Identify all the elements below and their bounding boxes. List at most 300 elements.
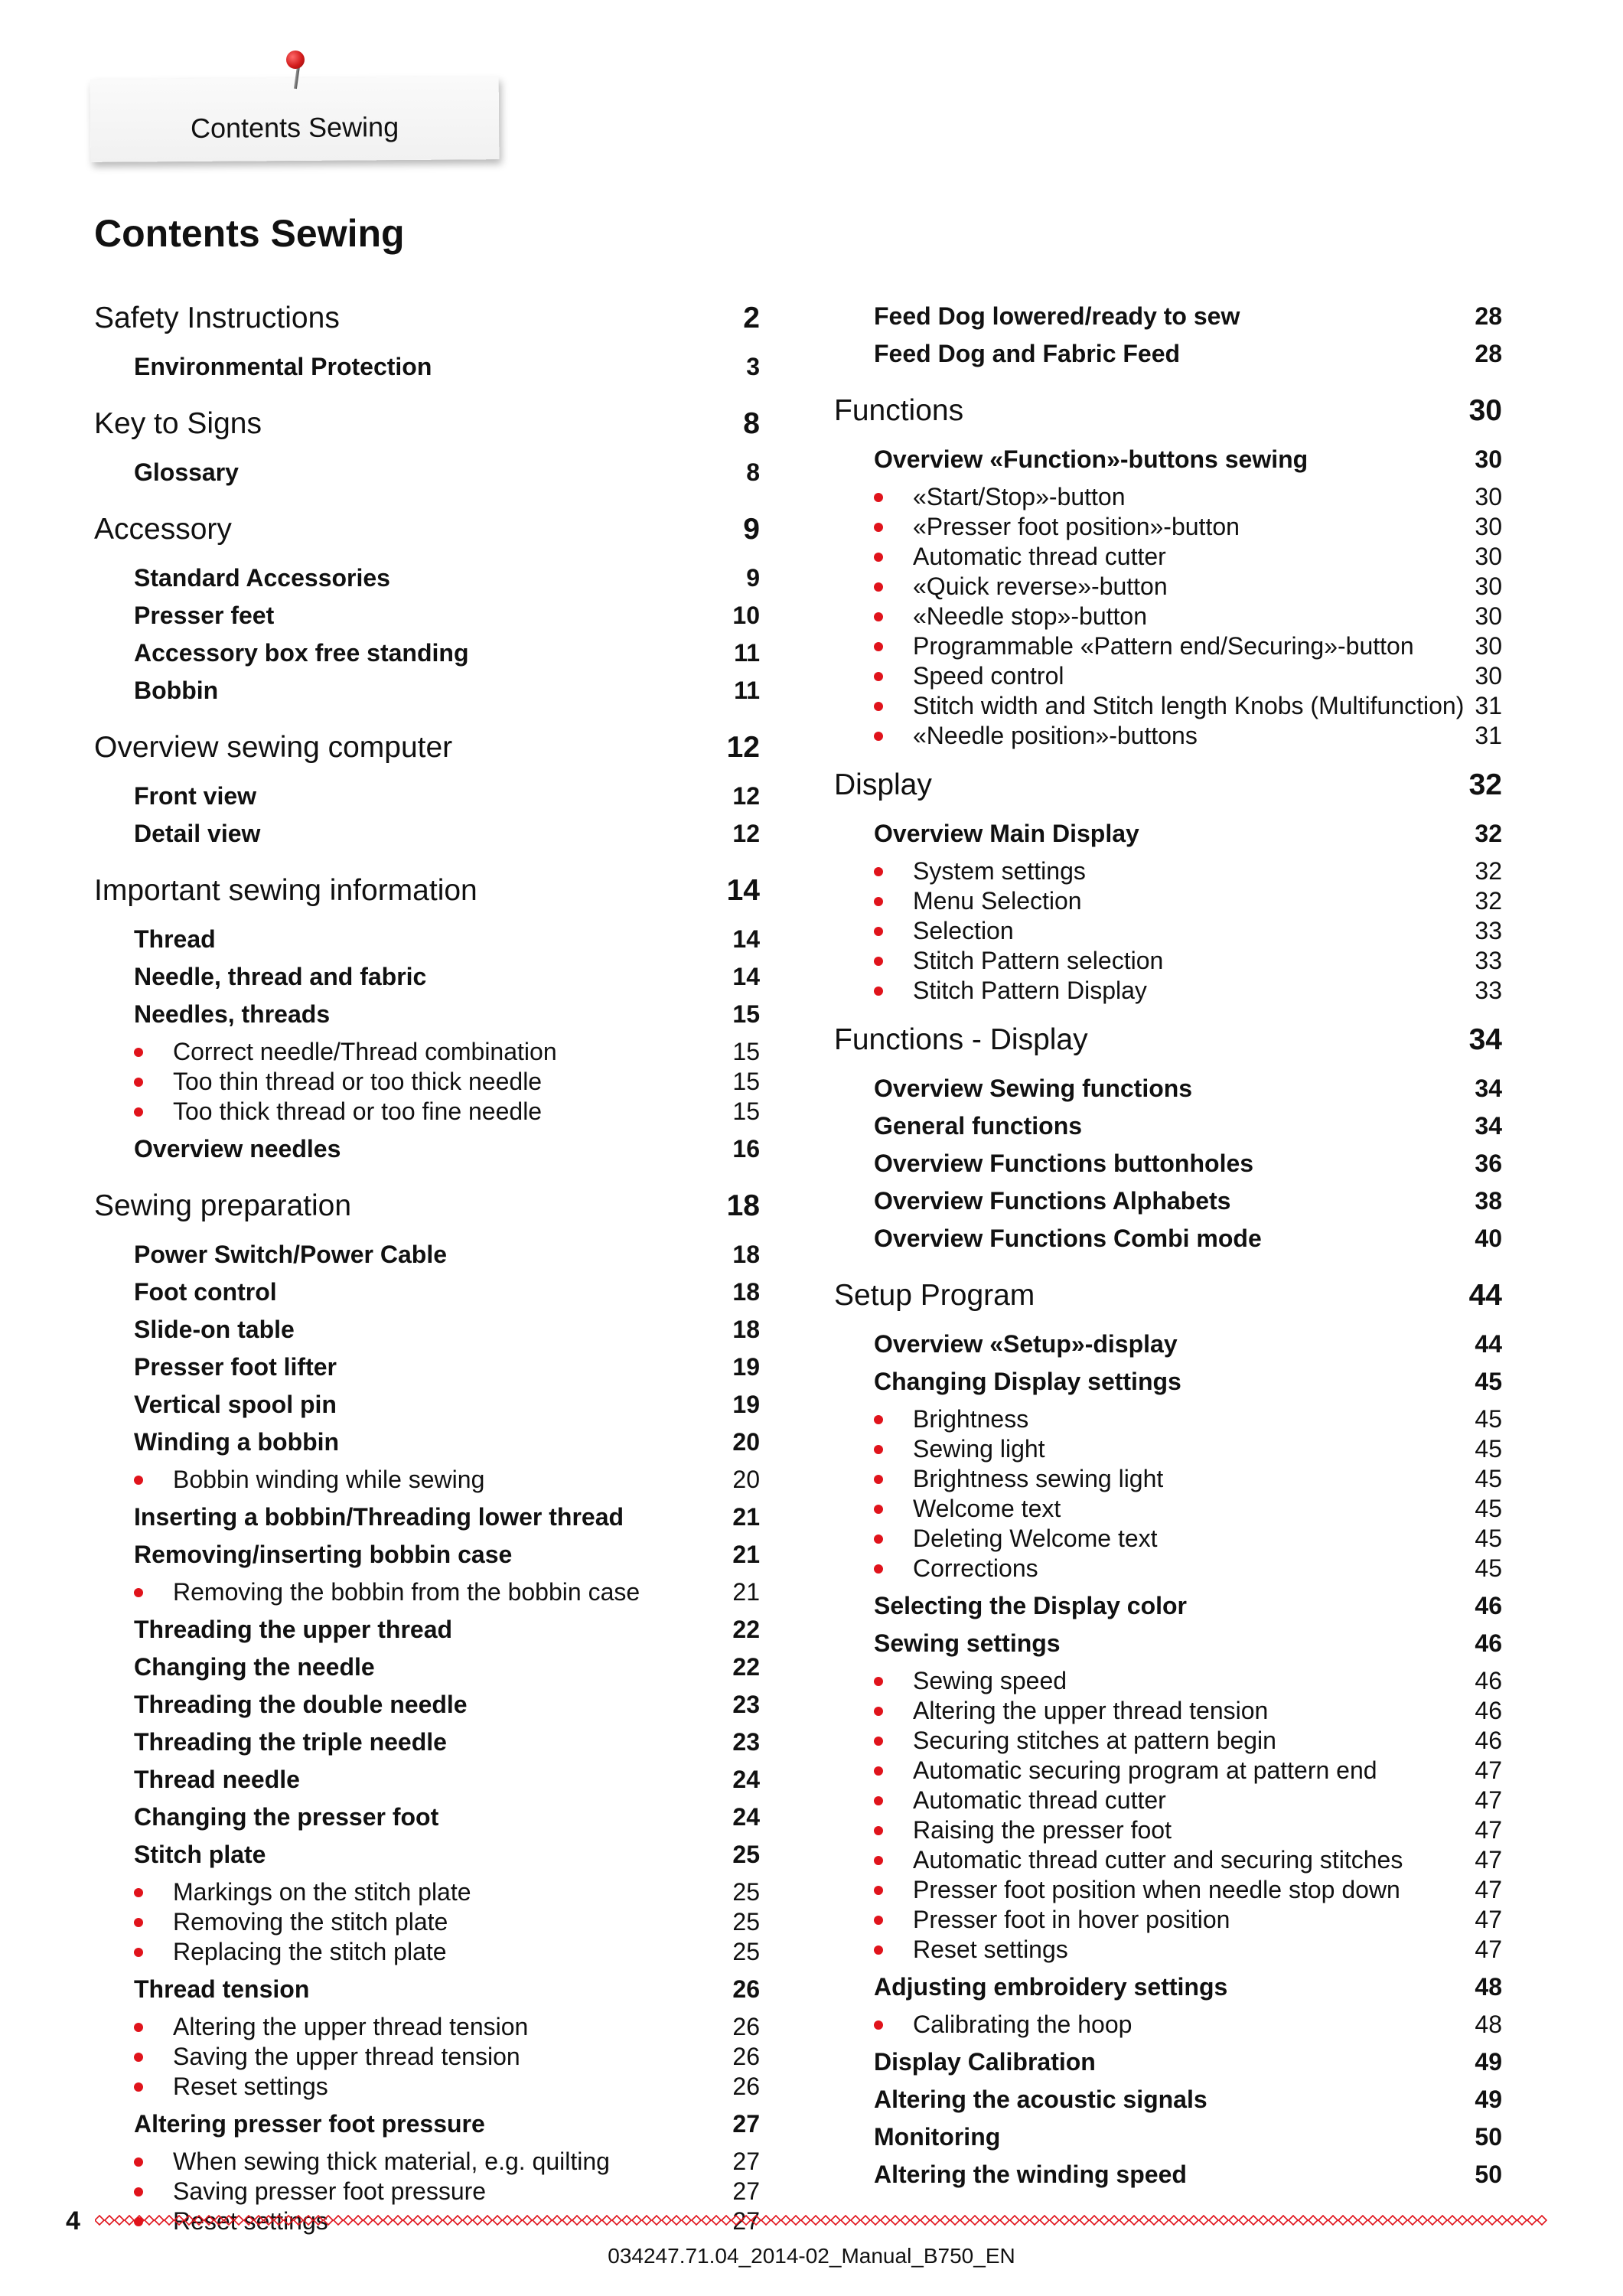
toc-entry-page: 46	[1475, 1592, 1502, 1619]
toc-entry-page: 27	[732, 2207, 760, 2235]
toc-entry-title: Automatic thread cutter	[913, 543, 1166, 570]
toc-subsection[interactable]	[94, 996, 760, 1032]
toc-entry-title: Threading the triple needle	[134, 1728, 447, 1756]
bullet-icon	[874, 1505, 883, 1514]
toc-subsection[interactable]	[834, 442, 1502, 477]
toc-subsection[interactable]	[834, 1108, 1502, 1143]
toc-entry-page: 22	[732, 1653, 760, 1681]
bullet-icon	[874, 1826, 883, 1835]
toc-entry-page: 46	[1475, 1667, 1502, 1694]
toc-entry-title: «Needle position»-buttons	[913, 722, 1198, 749]
toc-entry-title: Altering the upper thread tension	[913, 1697, 1269, 1724]
toc-entry-title: «Start/Stop»-button	[913, 483, 1126, 510]
toc-entry-page: 18	[726, 1189, 760, 1222]
toc-entry-title: «Quick reverse»-button	[913, 572, 1168, 600]
toc-entry-title: Setup Program	[834, 1279, 1035, 1312]
toc-subsection[interactable]	[94, 1274, 760, 1309]
toc-section[interactable]	[834, 393, 1502, 429]
toc-entry-page: 12	[732, 820, 760, 847]
toc-entry-title: Automatic thread cutter and securing stitches	[913, 1846, 1403, 1874]
toc-entry-title: Welcome text	[913, 1495, 1061, 1522]
toc-entry-page: 30	[1475, 543, 1502, 570]
bullet-icon	[874, 1475, 883, 1484]
toc-entry-title: Removing the stitch plate	[173, 1908, 448, 1936]
toc-entry-title: Slide-on table	[134, 1316, 295, 1343]
bullet-icon	[874, 957, 883, 966]
toc-section[interactable]	[834, 1022, 1502, 1058]
toc-entry-page: 18	[732, 1316, 760, 1343]
pin-icon	[286, 51, 305, 69]
toc-section[interactable]	[94, 512, 760, 547]
toc-subsection[interactable]	[834, 2044, 1502, 2079]
toc-entry-title: Markings on the stitch plate	[173, 1878, 471, 1906]
toc-entry-page: 21	[732, 1541, 760, 1568]
toc-entry-page: 33	[1475, 917, 1502, 944]
toc-entry-title: Inserting a bobbin/Threading lower thread	[134, 1503, 624, 1531]
header-tab-card	[90, 77, 500, 162]
toc-entry-title: Overview Functions Alphabets	[874, 1187, 1231, 1215]
toc-entry-page: 22	[732, 1616, 760, 1643]
toc-subsection[interactable]	[834, 336, 1502, 371]
toc-entry-page: 18	[732, 1241, 760, 1268]
toc-entry-title: Sewing settings	[874, 1629, 1061, 1657]
toc-entry-page: 25	[732, 1841, 760, 1868]
toc-entry-title: Stitch Pattern Display	[913, 977, 1147, 1004]
toc-entry-page: 14	[732, 963, 760, 990]
bullet-icon	[134, 1048, 143, 1057]
toc-entry-title: Corrections	[913, 1554, 1038, 1582]
toc-entry-title: Winding a bobbin	[134, 1428, 340, 1456]
bullet-icon	[874, 987, 883, 996]
toc-entry-title: Removing/inserting bobbin case	[134, 1541, 513, 1568]
toc-entry-title: Automatic thread cutter	[913, 1786, 1166, 1814]
toc-entry-page: 19	[732, 1391, 760, 1418]
toc-entry-page: 25	[732, 1938, 760, 1965]
toc-subsection[interactable]	[834, 1364, 1502, 1399]
toc-entry-title: Bobbin	[134, 677, 219, 704]
bullet-icon	[874, 1916, 883, 1925]
toc-entry-title: Sewing preparation	[94, 1189, 352, 1222]
bullet-icon	[874, 672, 883, 681]
toc-entry-page: 45	[1475, 1405, 1502, 1433]
toc-entry-page: 49	[1475, 2048, 1502, 2076]
toc-subsection[interactable]	[94, 1799, 760, 1835]
toc-entry-page: 27	[732, 2148, 760, 2175]
toc-entry-page: 14	[732, 925, 760, 953]
toc-entry-page: 36	[1475, 1150, 1502, 1177]
toc-entry-page: 32	[1475, 887, 1502, 915]
bullet-icon	[134, 1476, 143, 1485]
bullet-icon	[874, 867, 883, 876]
toc-entry-page: 46	[1475, 1629, 1502, 1657]
toc-entry-title: System settings	[913, 857, 1086, 885]
toc-entry-page: 32	[1468, 768, 1502, 801]
toc-subsection[interactable]	[94, 1724, 760, 1760]
toc-entry-page: 3	[746, 353, 760, 380]
toc-entry-page: 12	[732, 782, 760, 810]
document-id: 034247.71.04_2014-02_Manual_B750_EN	[608, 2244, 1015, 2268]
toc-entry-title: Selecting the Display color	[874, 1592, 1187, 1619]
toc-entry-title: Sewing speed	[913, 1667, 1067, 1694]
toc-entry-title: Stitch Pattern selection	[913, 947, 1164, 974]
toc-entry-page: 44	[1475, 1330, 1502, 1358]
toc-entry-title: Display	[834, 768, 932, 801]
bullet-icon	[874, 2020, 883, 2030]
bullet-icon	[874, 1856, 883, 1865]
bullet-icon	[874, 523, 883, 532]
toc-entry-title: Speed control	[913, 662, 1064, 690]
toc-subsection[interactable]	[834, 1326, 1502, 1362]
toc-entry-page: 30	[1475, 483, 1502, 510]
toc-entry-page: 24	[732, 1803, 760, 1831]
bullet-icon	[134, 2157, 143, 2167]
toc-subsection[interactable]	[94, 1649, 760, 1684]
toc-entry-page: 46	[1475, 1727, 1502, 1754]
toc-subsection[interactable]	[834, 298, 1502, 334]
toc-subsection[interactable]	[94, 921, 760, 957]
toc-entry-title: «Presser foot position»-button	[913, 513, 1240, 540]
toc-entry-title: Menu Selection	[913, 887, 1082, 915]
toc-subsection[interactable]	[94, 455, 760, 490]
bullet-icon	[134, 1948, 143, 1957]
toc-subsection[interactable]	[834, 1071, 1502, 1106]
toc-bullet-item[interactable]	[834, 1551, 1502, 1586]
toc-section[interactable]	[94, 406, 760, 442]
bullet-icon	[874, 1564, 883, 1574]
toc-entry-page: 50	[1475, 2161, 1502, 2188]
toc-subsection[interactable]	[94, 1612, 760, 1647]
bullet-icon	[134, 2082, 143, 2092]
toc-section[interactable]	[94, 730, 760, 765]
toc-entry-page: 47	[1475, 1816, 1502, 1844]
toc-entry-page: 47	[1475, 1846, 1502, 1874]
bullet-icon	[874, 1737, 883, 1746]
toc-bullet-item[interactable]	[834, 718, 1502, 753]
toc-entry-page: 9	[746, 564, 760, 592]
toc-entry-page: 48	[1475, 2011, 1502, 2038]
toc-entry-page: 34	[1475, 1075, 1502, 1102]
toc-entry-title: Foot control	[134, 1278, 277, 1306]
bullet-icon	[134, 2187, 143, 2197]
bullet-icon	[134, 1078, 143, 1087]
toc-entry-page: 8	[743, 407, 760, 440]
toc-entry-page: 23	[732, 1728, 760, 1756]
bullet-icon	[134, 1588, 143, 1597]
toc-subsection[interactable]	[834, 2119, 1502, 2154]
toc-entry-page: 45	[1475, 1554, 1502, 1582]
toc-entry-title: Stitch width and Stitch length Knobs (Multifunction)	[913, 692, 1465, 719]
toc-subsection[interactable]	[94, 1499, 760, 1534]
toc-entry-page: 30	[1475, 662, 1502, 690]
toc-subsection[interactable]	[94, 2106, 760, 2141]
bullet-icon	[134, 1918, 143, 1927]
toc-subsection[interactable]	[834, 1969, 1502, 2004]
toc-entry-title: Overview needles	[134, 1135, 341, 1163]
toc-subsection[interactable]	[94, 1131, 760, 1166]
toc-entry-page: 47	[1475, 1906, 1502, 1933]
bullet-icon	[874, 732, 883, 741]
toc-entry-page: 47	[1475, 1756, 1502, 1784]
toc-entry-title: Changing the needle	[134, 1653, 375, 1681]
toc-bullet-item[interactable]	[94, 2069, 760, 2104]
toc-entry-title: Accessory box free standing	[134, 639, 469, 667]
toc-entry-page: 48	[1475, 1973, 1502, 2001]
toc-entry-page: 20	[732, 1466, 760, 1493]
toc-entry-page: 31	[1475, 722, 1502, 749]
toc-entry-page: 45	[1475, 1465, 1502, 1492]
bullet-icon	[874, 553, 883, 562]
toc-entry-page: 45	[1475, 1525, 1502, 1552]
toc-entry-page: 24	[732, 1766, 760, 1793]
toc-entry-title: Presser feet	[134, 602, 275, 629]
toc-entry-page: 20	[732, 1428, 760, 1456]
bullet-icon	[874, 927, 883, 936]
toc-entry-title: Overview Sewing functions	[874, 1075, 1193, 1102]
toc-entry-title: Changing Display settings	[874, 1368, 1181, 1395]
toc-section[interactable]	[834, 1278, 1502, 1313]
toc-entry-title: Correct needle/Thread combination	[173, 1038, 557, 1065]
toc-entry-page: 15	[732, 1000, 760, 1028]
bullet-icon	[874, 1766, 883, 1776]
toc-entry-page: 21	[732, 1503, 760, 1531]
toc-entry-title: Power Switch/Power Cable	[134, 1241, 447, 1268]
toc-entry-page: 34	[1475, 1112, 1502, 1140]
toc-entry-title: Threading the upper thread	[134, 1616, 453, 1643]
bullet-icon	[874, 642, 883, 651]
toc-entry-page: 11	[734, 639, 760, 667]
toc-section[interactable]	[94, 301, 760, 336]
toc-entry-page: 30	[1475, 572, 1502, 600]
toc-subsection[interactable]	[94, 1312, 760, 1347]
toc-entry-page: 21	[732, 1578, 760, 1606]
toc-entry-title: Altering the upper thread tension	[173, 2013, 529, 2040]
header-tab-title: Contents Sewing	[190, 111, 399, 144]
toc-entry-title: Altering presser foot pressure	[134, 2110, 485, 2138]
toc-subsection[interactable]	[94, 1349, 760, 1384]
toc-entry-title: Safety Instructions	[94, 302, 340, 334]
toc-entry-page: 26	[732, 2043, 760, 2070]
toc-section[interactable]	[94, 873, 760, 908]
toc-entry-title: Display Calibration	[874, 2048, 1096, 2076]
toc-entry-page: 45	[1475, 1495, 1502, 1522]
toc-entry-page: 12	[726, 731, 760, 764]
toc-entry-page: 8	[746, 458, 760, 486]
toc-subsection[interactable]	[94, 1762, 760, 1797]
toc-entry-title: Sewing light	[913, 1435, 1045, 1463]
toc-entry-page: 26	[732, 2073, 760, 2100]
toc-entry-title: Vertical spool pin	[134, 1391, 337, 1418]
toc-bullet-item[interactable]	[94, 1094, 760, 1129]
toc-subsection[interactable]	[834, 1146, 1502, 1181]
toc-entry-page: 27	[732, 2177, 760, 2205]
toc-entry-title: Feed Dog lowered/ready to sew	[874, 302, 1240, 330]
toc-entry-title: Accessory	[94, 513, 232, 546]
toc-entry-title: Brightness	[913, 1405, 1029, 1433]
toc-entry-page: 25	[732, 1878, 760, 1906]
toc-entry-page: 34	[1468, 1023, 1502, 1056]
toc-entry-title: Calibrating the hoop	[913, 2011, 1133, 2038]
toc-entry-title: Overview Main Display	[874, 820, 1139, 847]
bullet-icon	[874, 612, 883, 621]
toc-subsection[interactable]	[94, 598, 760, 633]
toc-entry-title: Important sewing information	[94, 874, 477, 907]
toc-entry-page: 30	[1468, 394, 1502, 427]
bullet-icon	[134, 1107, 143, 1117]
toc-entry-title: Altering the winding speed	[874, 2161, 1187, 2188]
toc-subsection[interactable]	[94, 1687, 760, 1722]
toc-entry-page: 31	[1475, 692, 1502, 719]
toc-entry-title: Presser foot position when needle stop down	[913, 1876, 1400, 1903]
toc-entry-title: Needles, threads	[134, 1000, 331, 1028]
toc-entry-title: Detail view	[134, 820, 261, 847]
toc-entry-page: 50	[1475, 2123, 1502, 2151]
toc-entry-page: 15	[732, 1038, 760, 1065]
toc-entry-title: Environmental Protection	[134, 353, 432, 380]
page-number: 4	[66, 2206, 80, 2236]
bullet-icon	[874, 702, 883, 711]
toc-subsection[interactable]	[94, 560, 760, 595]
toc-bullet-item[interactable]	[834, 1932, 1502, 1967]
toc-entry-title: Removing the bobbin from the bobbin case	[173, 1578, 640, 1606]
toc-entry-title: Raising the presser foot	[913, 1816, 1172, 1844]
toc-subsection[interactable]	[94, 778, 760, 814]
toc-subsection[interactable]	[834, 1183, 1502, 1218]
toc-entry-page: 2	[743, 302, 760, 334]
toc-entry-page: 26	[732, 1975, 760, 2003]
toc-entry-title: Too thick thread or too fine needle	[173, 1097, 543, 1125]
toc-entry-page: 11	[734, 677, 760, 704]
toc-entry-page: 23	[732, 1691, 760, 1718]
bullet-icon	[874, 1886, 883, 1895]
toc-subsection[interactable]	[94, 349, 760, 384]
toc-subsection[interactable]	[834, 2082, 1502, 2117]
bullet-icon	[134, 2023, 143, 2032]
toc-subsection[interactable]	[94, 816, 760, 851]
toc-subsection[interactable]	[834, 1588, 1502, 1623]
toc-entry-title: Too thin thread or too thick needle	[173, 1068, 543, 1095]
toc-entry-page: 40	[1475, 1225, 1502, 1252]
bullet-icon	[874, 1707, 883, 1716]
toc-subsection[interactable]	[94, 1837, 760, 1872]
toc-subsection[interactable]	[834, 816, 1502, 851]
toc-entry-title: Monitoring	[874, 2123, 1001, 2151]
toc-entry-title: Thread tension	[134, 1975, 310, 2003]
toc-subsection[interactable]	[834, 1221, 1502, 1256]
toc-entry-title: Adjusting embroidery settings	[874, 1973, 1228, 2001]
toc-entry-title: Glossary	[134, 458, 239, 486]
toc-bullet-item[interactable]	[94, 1462, 760, 1497]
toc-section[interactable]	[94, 1189, 760, 1224]
toc-subsection[interactable]	[94, 1537, 760, 1572]
toc-entry-title: Changing the presser foot	[134, 1803, 439, 1831]
toc-entry-title: Overview Functions Combi mode	[874, 1225, 1262, 1252]
toc-subsection[interactable]	[834, 1626, 1502, 1661]
toc-bullet-item[interactable]	[94, 1574, 760, 1609]
toc-entry-title: Key to Signs	[94, 407, 262, 440]
toc-entry-page: 30	[1475, 632, 1502, 660]
bullet-icon	[874, 582, 883, 592]
toc-entry-page: 32	[1475, 820, 1502, 847]
toc-subsection[interactable]	[94, 1424, 760, 1459]
toc-entry-page: 47	[1475, 1786, 1502, 1814]
toc-bullet-item[interactable]	[834, 2007, 1502, 2042]
toc-entry-title: Saving presser foot pressure	[173, 2177, 487, 2205]
toc-entry-title: Functions	[834, 394, 964, 427]
toc-subsection[interactable]	[94, 1387, 760, 1422]
toc-entry-page: 27	[732, 2110, 760, 2138]
toc-entry-page: 32	[1475, 857, 1502, 885]
toc-entry-title: Brightness sewing light	[913, 1465, 1164, 1492]
toc-entry-title: Feed Dog and Fabric Feed	[874, 340, 1181, 367]
toc-entry-title: Threading the double needle	[134, 1691, 468, 1718]
toc-entry-title: Thread needle	[134, 1766, 300, 1793]
toc-bullet-item[interactable]	[834, 973, 1502, 1008]
bullet-icon	[874, 1945, 883, 1955]
toc-entry-title: Reset settings	[173, 2073, 328, 2100]
bullet-icon	[874, 1445, 883, 1454]
bullet-icon	[874, 1677, 883, 1686]
toc-entry-page: 33	[1475, 977, 1502, 1004]
bullet-icon	[134, 1888, 143, 1897]
toc-entry-title: Saving the upper thread tension	[173, 2043, 520, 2070]
page-title: Contents Sewing	[94, 212, 405, 255]
toc-entry-page: 45	[1475, 1435, 1502, 1463]
toc-entry-title: Reset settings	[913, 1936, 1068, 1963]
toc-entry-title: Overview «Setup»-display	[874, 1330, 1178, 1358]
toc-entry-title: Thread	[134, 925, 216, 953]
footer-ornament	[95, 2212, 1549, 2229]
toc-entry-page: 47	[1475, 1936, 1502, 1963]
toc-entry-page: 18	[732, 1278, 760, 1306]
toc-entry-title: Standard Accessories	[134, 564, 390, 592]
toc-entry-page: 10	[732, 602, 760, 629]
toc-subsection[interactable]	[834, 2157, 1502, 2192]
bullet-icon	[874, 1534, 883, 1544]
toc-entry-title: Presser foot lifter	[134, 1353, 337, 1381]
toc-entry-title: Selection	[913, 917, 1014, 944]
toc-entry-title: Overview Functions buttonholes	[874, 1150, 1254, 1177]
toc-entry-title: Overview sewing computer	[94, 731, 453, 764]
toc-subsection[interactable]	[94, 673, 760, 708]
bullet-icon	[874, 897, 883, 906]
bullet-icon	[874, 1415, 883, 1424]
toc-entry-page: 28	[1475, 340, 1502, 367]
toc-entry-title: Reset settings	[173, 2207, 328, 2235]
toc-entry-page: 38	[1475, 1187, 1502, 1215]
toc-subsection[interactable]	[94, 1971, 760, 2007]
bullet-icon	[874, 493, 883, 502]
toc-entry-page: 30	[1475, 445, 1502, 473]
toc-subsection[interactable]	[94, 1237, 760, 1272]
toc-entry-title: «Needle stop»-button	[913, 602, 1147, 630]
bullet-icon	[134, 2053, 143, 2062]
toc-entry-page: 15	[732, 1068, 760, 1095]
toc-section[interactable]	[834, 768, 1502, 803]
toc-entry-title: Presser foot in hover position	[913, 1906, 1230, 1933]
toc-subsection[interactable]	[94, 635, 760, 670]
toc-entry-title: General functions	[874, 1112, 1083, 1140]
toc-entry-page: 44	[1468, 1279, 1502, 1312]
toc-entry-page: 49	[1475, 2086, 1502, 2113]
toc-entry-page: 30	[1475, 513, 1502, 540]
toc-entry-title: Overview «Function»-buttons sewing	[874, 445, 1309, 473]
toc-entry-title: Replacing the stitch plate	[173, 1938, 447, 1965]
toc-bullet-item[interactable]	[94, 1934, 760, 1969]
toc-entry-title: Front view	[134, 782, 257, 810]
toc-entry-page: 47	[1475, 1876, 1502, 1903]
toc-subsection[interactable]	[94, 959, 760, 994]
toc-entry-page: 25	[732, 1908, 760, 1936]
